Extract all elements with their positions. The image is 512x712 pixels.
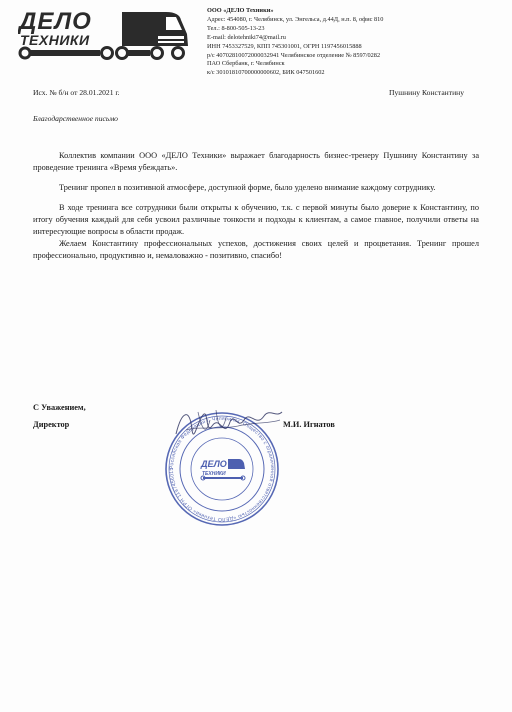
signer-position: Директор — [33, 420, 70, 429]
company-phone: Тел.: 8-800-505-13-23 — [207, 24, 265, 32]
company-email: E-mail: delotehniki74@mail.ru — [207, 33, 286, 41]
handwritten-signature — [168, 400, 288, 452]
body-paragraph: Тренинг пропел в позитивной атмосфере, доступной форме, было уделено внимание каждому сотруднику. — [59, 183, 436, 192]
company-header — [207, 7, 497, 78]
company-requisites: ИНН 7453327529, КПП 745301001, ОГРН 1197456015888 — [207, 42, 362, 50]
signer-name: М.И. Игнатов — [283, 420, 335, 429]
outgoing-number: Исх. № б/н от 28.01.2021 г. — [33, 88, 120, 97]
letter-body — [33, 150, 479, 270]
svg-text:ТЕХНИКИ: ТЕХНИКИ — [202, 471, 226, 477]
closing-phrase: С Уважением, — [33, 403, 86, 412]
company-address: Адрес: 454080, г. Челябинск, ул. Энгельса, д.44Д, н.п. 8, офис 810 — [207, 15, 384, 23]
company-account: р/с 40702810072000032941 Челябинское отделение № 8597/0282 — [207, 51, 381, 59]
svg-text:ДЕЛО: ДЕЛО — [201, 459, 227, 469]
svg-text:Российская Федерация г. Челяби: Российская Федерация г. Челябинск, Общество с ограниченной ответственностью «ДЕЛО Техники» ОГРН 1197456015 — [168, 415, 276, 523]
signature-scribble-icon — [168, 400, 288, 452]
truck-logo-icon — [18, 6, 196, 60]
body-paragraph: В ходе тренинга все сотрудники были открыты к обучению, т.к. с первой минуты было доверие к Константину, по итогу обучения каждый для себя усвоил различные тонкости и подходы к клиентам, а самое главное, получили ответы на интересующие вопросы в области продаж. — [33, 203, 479, 236]
document-type: Благодарственное письмо — [33, 114, 118, 123]
company-name: ООО «ДЕЛО Техники» — [207, 7, 274, 14]
company-logo — [18, 6, 196, 60]
company-correspondent: к/с 30101810700000000602, БИК 047501602 — [207, 69, 325, 77]
body-paragraph: Желаем Константину профессиональных успехов, достижения своих целей и процветания. Тренинг прошел профессионально, продуктивно и, немаловажно - позитивно, спасибо! — [33, 239, 479, 260]
svg-text:ТЕХНИКИ: ТЕХНИКИ — [20, 32, 90, 48]
body-paragraph: Коллектив компании ООО «ДЕЛО Техники» выражает благодарность бизнес-тренеру Пушнину Константину за проведение тренинга «Время убеждать». — [33, 151, 479, 172]
recipient-name: Пушнину Константину — [388, 88, 464, 97]
company-bank: ПАО Сбербанк, г. Челябинск — [207, 60, 285, 68]
svg-text:ДЕЛО: ДЕЛО — [19, 8, 92, 35]
